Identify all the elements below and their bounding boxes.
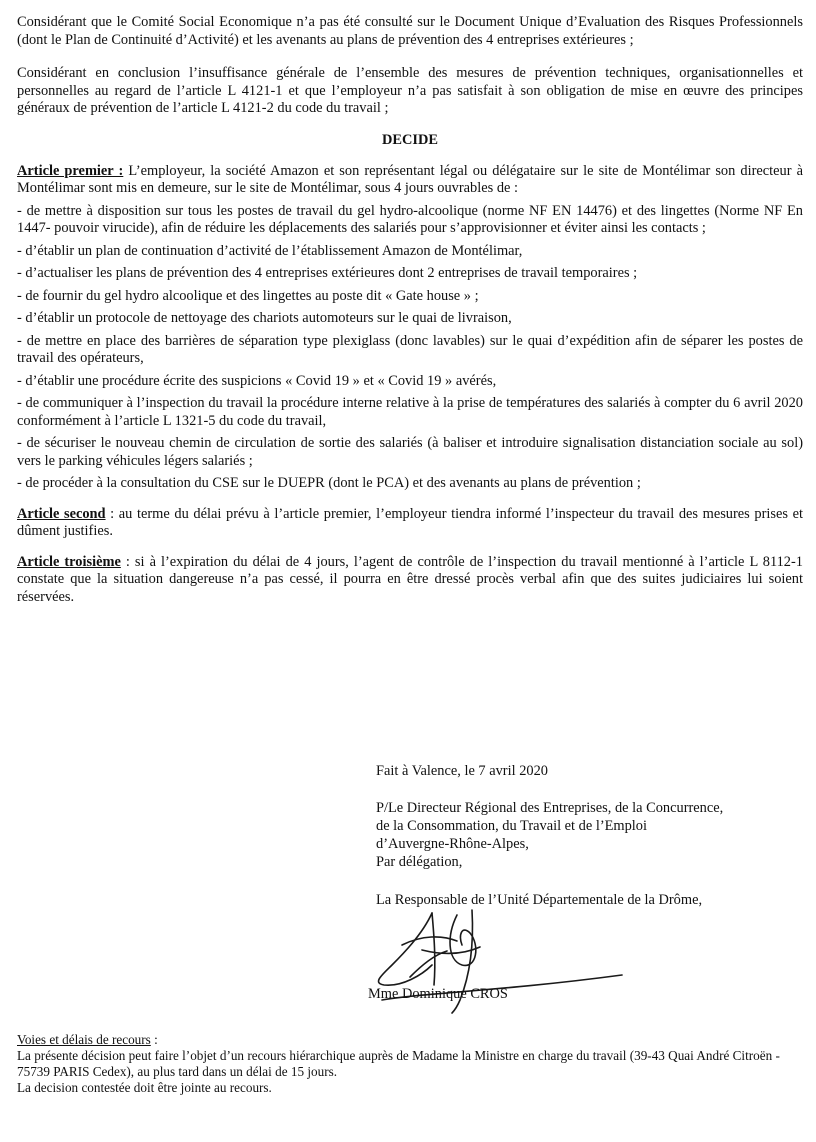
measure-item: - d’établir un protocole de nettoyage des chariots automoteurs sur le quai de livraison, — [17, 310, 512, 326]
signatory-name: Mme Dominique CROS — [368, 986, 508, 1002]
considerant-paragraph: Considérant que le Comité Social Economique n’a pas été consulté sur le Document Unique d’Evaluation des Risques Professionnels (dont le Plan de Continuité d’Activité) et les avenants au plans de prévention des 4 entreprises extérieures ; — [17, 14, 803, 48]
signatory-line: P/Le Directeur Régional des Entreprises, de la Concurrence, — [376, 800, 724, 816]
article-troisieme-text: : si à l’expiration du délai de 4 jours, l’agent de contrôle de l’inspection du travail mentionné à l’article L 8112-1 constate que la situation dangereuse n’a pas cessé, il pourra en être dressé procès verbal afin que des suites judiciaires lui soient réservées. — [17, 553, 803, 605]
decide-title: DECIDE — [382, 131, 438, 148]
measure-item: - de sécuriser le nouveau chemin de circulation de sortie des salariés (à baliser et introduire signalisation distanciation sociale au sol) vers le parking véhicules légers salariés ; — [17, 435, 803, 469]
place-date: Fait à Valence, le 7 avril 2020 — [376, 763, 548, 779]
recours-heading-suffix: : — [150, 1032, 158, 1047]
measure-item: - d’actualiser les plans de prévention des 4 entreprises extérieures dont 2 entreprises de travail temporaires ; — [17, 265, 638, 281]
recours-text: La présente décision peut faire l’objet d’un recours hiérarchique auprès de Madame la Ministre en charge du travail (39-43 Quai André Citroën - 75739 PARIS Cedex), au plus tard dans un délai de 15 jours. — [17, 1048, 780, 1079]
article-second-heading: Article second — [17, 505, 106, 522]
measure-item: - de mettre à disposition sur tous les postes de travail du gel hydro-alcoolique (norme NF EN 14476) et des lingettes (Norme NF En 1447- pouvoir virucide), afin de réduire les déplacements des salariés pour s’approvisionner et éviter ainsi les contacts ; — [17, 202, 803, 236]
article-premier-heading: Article premier : — [17, 162, 124, 179]
document-body — [17, 14, 803, 606]
signatory-line: d’Auvergne-Rhône-Alpes, — [376, 836, 529, 852]
article-troisieme — [17, 554, 803, 607]
measure-item: - de fournir du gel hydro alcoolique et des lingettes au poste dit « Gate house » ; — [17, 287, 479, 304]
measure-item: - d’établir un plan de continuation d’activité de l’établissement Amazon de Montélimar, — [17, 242, 523, 259]
recours-heading-line — [17, 1032, 803, 1048]
signatory-line: Par délégation, — [376, 854, 463, 870]
article-premier-text: L’employeur, la société Amazon et son représentant légal ou délégataire sur le site de Montélimar son directeur à Montélimar sont mis en demeure, sur le site de Montélimar, sous 4 jours ouvrables de : — [17, 162, 803, 196]
measure-item: - de communiquer à l’inspection du travail la procédure interne relative à la prise de températures des salariés à compter du 6 avril 2020 conformément à l’article L 1321-5 du code du travail, — [17, 395, 803, 429]
recours-text: La decision contestée doit être jointe au recours. — [17, 1080, 272, 1095]
signatory-role: La Responsable de l’Unité Départementale de la Drôme, — [376, 892, 703, 908]
article-second-text: : au terme du délai prévu à l’article premier, l’employeur tiendra informé l’inspecteur du travail des mesures prises et dûment justifies. — [17, 505, 803, 539]
recours-section — [17, 1032, 803, 1096]
article-troisieme-heading: Article troisième — [17, 553, 121, 570]
measure-item: - d’établir une procédure écrite des suspicions « Covid 19 » et « Covid 19 » avérés, — [17, 372, 497, 389]
signatory-line: de la Consommation, du Travail et de l’Emploi — [376, 818, 647, 834]
measure-item: - de procéder à la consultation du CSE sur le DUEPR (dont le PCA) et des avenants au plans de prévention ; — [17, 475, 641, 491]
article-premier-intro — [17, 163, 803, 198]
recours-heading: Voies et délais de recours — [17, 1032, 151, 1047]
article-second — [17, 506, 803, 541]
measure-item: - de mettre en place des barrières de séparation type plexiglass (donc lavables) sur le quai d’expédition afin de séparer les postes de travail des opérateurs, — [17, 332, 803, 366]
considerant-paragraph: Considérant en conclusion l’insuffisance générale de l’ensemble des mesures de prévention techniques, organisationnelles et personnelles au regard de l’article L 4121-1 et que l’employeur n’a pas satisfait à son obligation de mise en œuvre des principes généraux de prévention de l’article L 4121-2 du code du travail ; — [17, 65, 803, 116]
